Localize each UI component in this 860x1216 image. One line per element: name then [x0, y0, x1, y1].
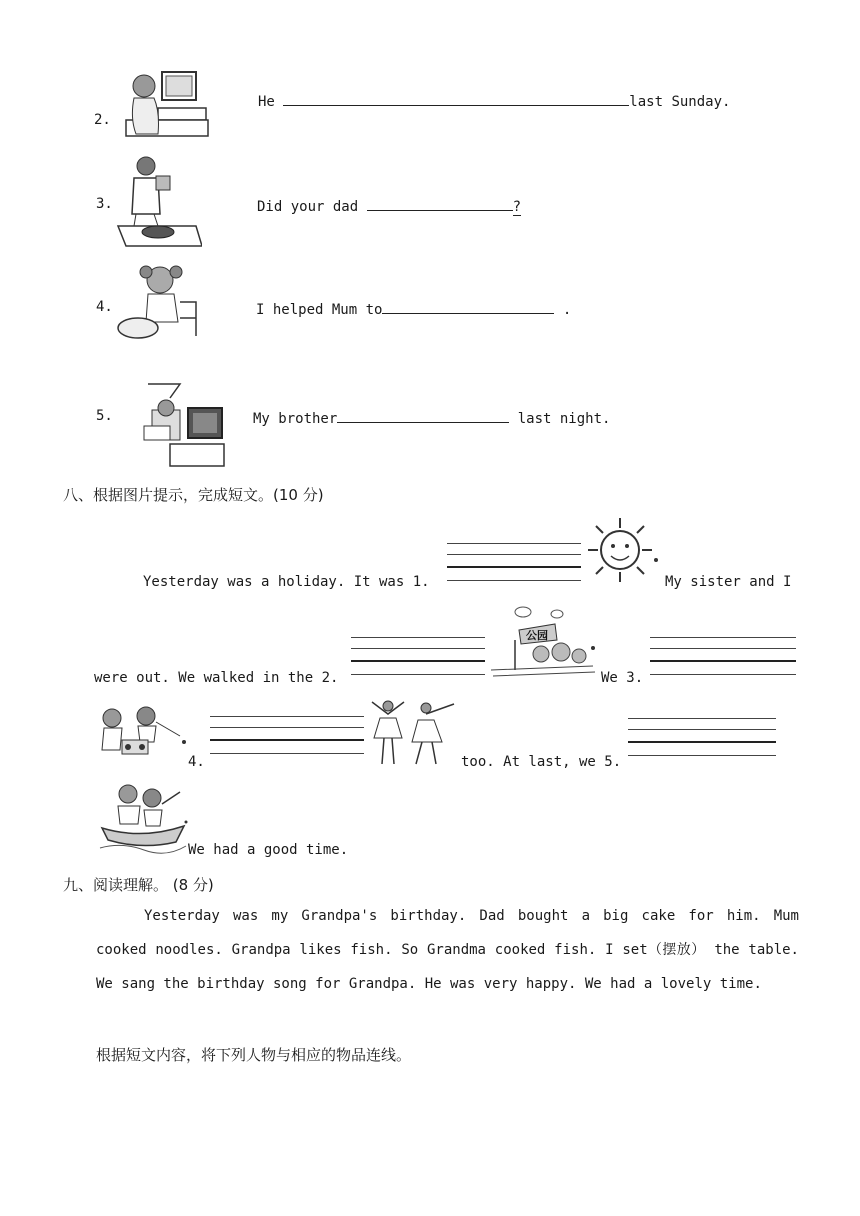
section-9-heading: 九、阅读理解。 (8 分)	[63, 876, 214, 894]
item-number: 5.	[96, 408, 113, 424]
answer-blank[interactable]	[382, 299, 554, 314]
sentence-start: My brother	[253, 411, 338, 427]
sentence-start: He	[258, 94, 284, 110]
dancers-picture	[366, 698, 460, 768]
kids-music-picture	[96, 702, 188, 762]
boy-tv-picture	[140, 380, 226, 470]
section-8-heading: 八、根据图片提示，完成短文。(10 分)	[63, 486, 324, 504]
sentence-end: .	[554, 302, 572, 318]
writing-lines-4[interactable]	[210, 716, 364, 756]
answer-blank[interactable]	[283, 91, 629, 106]
passage-line-1: Yesterday was a holiday. It was 1.	[143, 574, 430, 590]
answer-blank[interactable]	[367, 196, 513, 211]
passage-line-2: were out. We walked in the 2.	[94, 670, 339, 686]
answer-blank[interactable]	[337, 408, 509, 423]
girl-washing-picture	[116, 262, 200, 344]
item-number: 2.	[94, 112, 111, 128]
item-number: 4.	[96, 299, 113, 315]
sun-icon	[582, 516, 660, 584]
writing-lines-1[interactable]	[447, 543, 581, 583]
writing-lines-3[interactable]	[650, 637, 796, 677]
sentence-start: Did your dad	[257, 199, 367, 215]
sentence-row-5	[253, 408, 610, 427]
sentence-row-3	[257, 196, 521, 215]
sentence-row-2	[258, 91, 730, 110]
boy-computer-picture	[124, 68, 210, 140]
passage-line-4: We had a good time.	[188, 842, 349, 858]
kids-boating-picture	[98, 780, 188, 856]
writing-lines-2[interactable]	[351, 637, 485, 677]
sentence-end: ?	[512, 199, 522, 215]
passage-line-1-end: My sister and I	[665, 574, 792, 590]
sentence-end: last Sunday.	[629, 94, 731, 110]
passage-we3: We 3.	[601, 670, 644, 686]
park-picture	[489, 604, 597, 680]
sentence-row-4	[256, 299, 571, 318]
park-sign-text: 公园	[526, 629, 548, 642]
writing-lines-5[interactable]	[628, 718, 776, 758]
item-number: 3.	[96, 196, 113, 212]
passage-line-3: too. At last, we 5.	[461, 754, 622, 770]
sentence-start: I helped Mum to	[256, 302, 383, 318]
matching-instruction: 根据短文内容，将下列人物与相应的物品连线。	[96, 1046, 412, 1064]
dad-cooking-picture	[116, 154, 202, 248]
passage-num-4: 4.	[188, 754, 205, 770]
reading-passage: Yesterday was my Grandpa's birthday. Dad bought a big cake for him. Mum cooked noodles. Grandpa likes fish. So Grandma cooked fish. I set（摆放） the table. We sang the birthday song for Grandpa. He was very happy. We had a lovely time.	[96, 908, 799, 992]
sentence-end: last night.	[509, 411, 611, 427]
